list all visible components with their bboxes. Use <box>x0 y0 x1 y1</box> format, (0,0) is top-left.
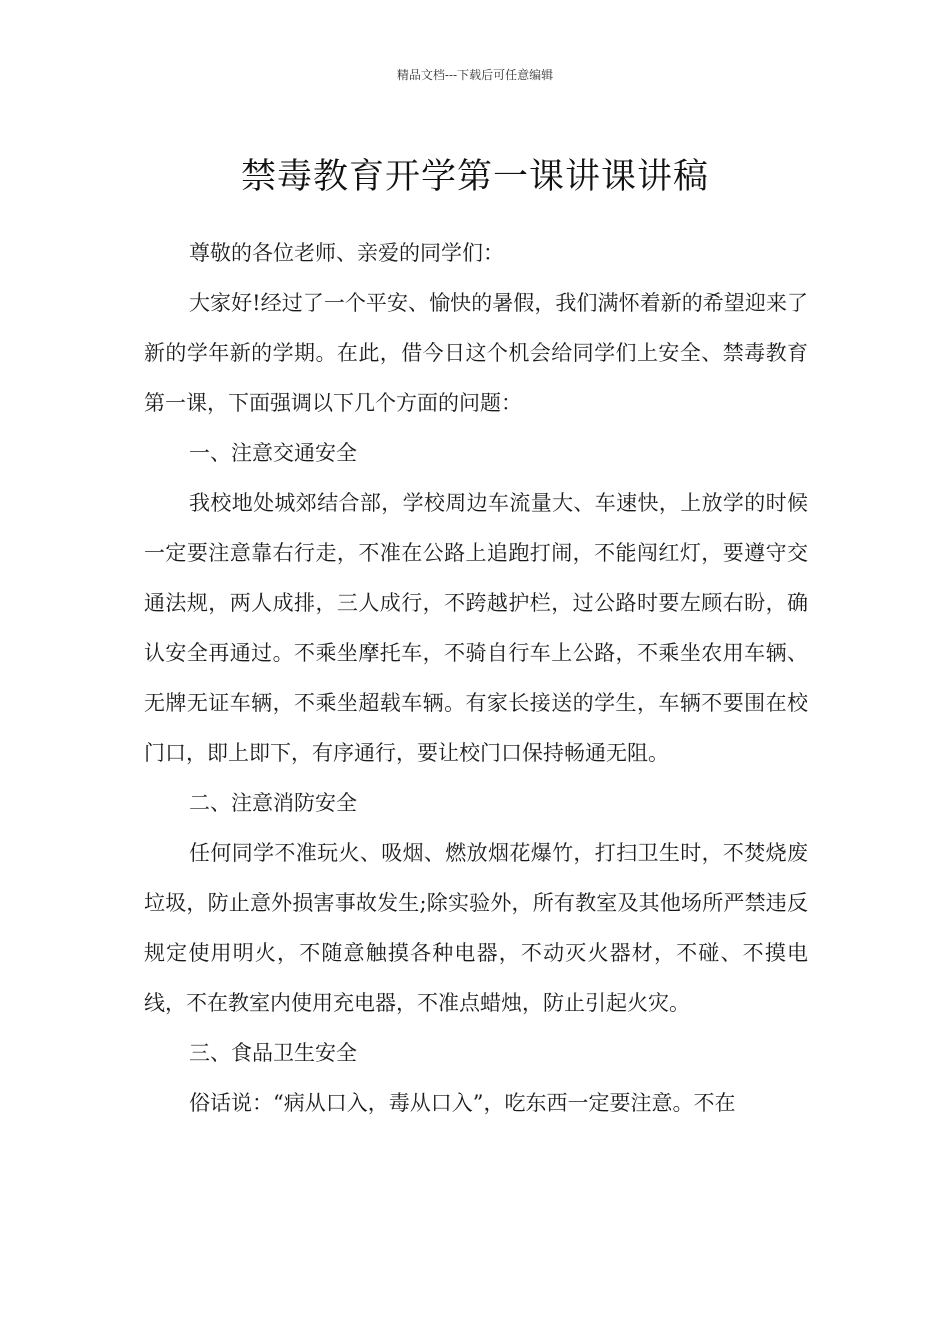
section-heading-traffic: 一、注意交通安全 <box>189 441 357 465</box>
paragraph-greeting: 大家好!经过了一个平安、愉快的暑假，我们满怀着新的希望迎来了新的学年新的学期。在此，借今日这个机会给同学们上安全、禁毒教育第一课，下面强调以下几个方面的问题： <box>144 291 808 415</box>
paragraph-fire: 任何同学不准玩火、吸烟、燃放烟花爆竹，打扫卫生时，不焚烧废垃圾，防止意外损害事故发生;除实验外，所有教室及其他场所严禁违反规定使用明火，不随意触摸各种电器，不动灭火器材，不碰、不摸电线，不在教室内使用充电器，不准点蜡烛，防止引起火灾。 <box>144 841 808 1015</box>
document-body <box>144 228 808 1128</box>
section-heading-food: 三、食品卫生安全 <box>189 1041 357 1065</box>
paragraph-traffic: 我校地处城郊结合部，学校周边车流量大、车速快，上放学的时候一定要注意靠右行走，不准在公路上追跑打闹，不能闯红灯，要遵守交通法规，两人成排，三人成行，不跨越护栏，过公路时要左顾右盼，确认安全再通过。不乘坐摩托车，不骑自行车上公路，不乘坐农用车辆、无牌无证车辆，不乘坐超载车辆。有家长接送的学生，车辆不要围在校门口，即上即下，有序通行，要让校门口保持畅通无阻。 <box>144 491 808 765</box>
paragraph-food: 俗话说：“病从口入，毒从口入”，吃东西一定要注意。不在 <box>189 1091 736 1115</box>
section-heading-fire: 二、注意消防安全 <box>189 791 357 815</box>
document-header-note: 精品文档---下载后可任意编辑 <box>396 68 554 82</box>
document-title: 禁毒教育开学第一课讲课讲稿 <box>240 157 709 198</box>
paragraph-salutation: 尊敬的各位老师、亲爱的同学们： <box>189 241 504 265</box>
